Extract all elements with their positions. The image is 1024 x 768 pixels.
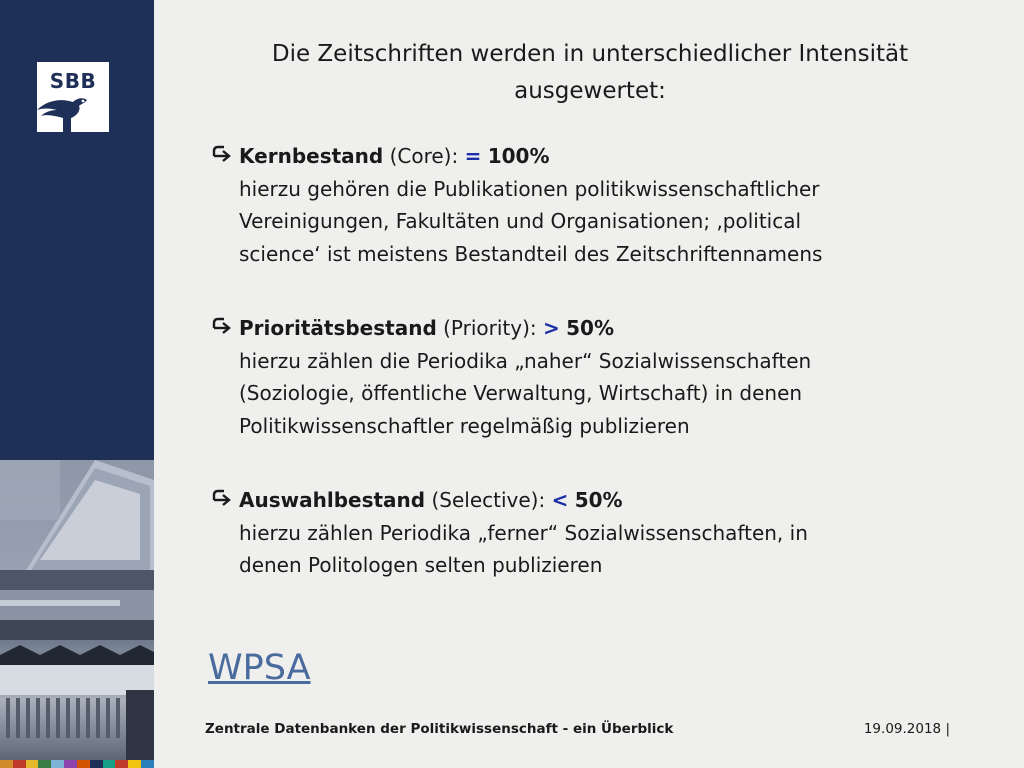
sidebar [0,0,154,768]
bullet-value: 100% [487,144,550,168]
bullet-desc-line: (Soziologie, öffentliche Verwaltung, Wirtschaft) in denen [239,381,803,405]
bullet-priority [210,312,970,442]
bullet-term: Auswahlbestand [239,488,426,512]
bullet-term: Prioritätsbestand [239,316,437,340]
color-strip-segment [77,760,90,768]
bullet-desc-line: denen Politologen selten publizieren [239,553,603,577]
bullet-desc-line: Vereinigungen, Fakultäten und Organisationen; ‚political [239,209,802,233]
color-strip-segment [51,760,64,768]
bullet-desc-line: hierzu zählen die Periodika „naher“ Sozialwissenschaften [239,348,812,373]
bullet-operator: < [551,488,569,512]
bullet-heading [239,484,970,517]
color-strip-segment [128,760,141,768]
bullet-core [210,140,970,270]
arrow-bullet-icon [210,140,232,172]
bullet-label: (Core): [389,144,465,168]
bullet-term: Kernbestand [239,144,384,168]
slide-title-line-1: Die Zeitschriften werden in unterschiedlicher Intensität [271,41,909,67]
logo-text: SBB [49,69,97,93]
building-photo [0,460,154,760]
bullet-desc-line: science‘ ist meistens Bestandteil des Zeitschriftennamens [239,241,823,266]
color-strip-segment [26,760,39,768]
color-strip-segment [90,760,103,768]
footer-separator: | [945,721,950,737]
bullet-value: 50% [574,488,623,512]
bullet-heading [239,140,970,173]
bullet-label: (Selective): [431,488,552,512]
color-strip-segment [115,760,128,768]
sbb-logo [37,62,109,132]
bullet-value: 50% [566,316,615,340]
color-strip-segment [64,760,77,768]
eagle-icon [37,94,109,132]
bullet-heading [239,312,970,345]
bullet-operator: = [464,144,482,168]
color-strip-segment [38,760,51,768]
arrow-bullet-icon [210,312,232,344]
color-strip-segment [141,760,154,768]
color-strip-segment [13,760,26,768]
bullet-desc-line: Politikwissenschaftler regelmäßig publizieren [239,413,690,438]
bullet-operator: > [543,316,560,340]
color-strip-segment [0,760,13,768]
bullet-desc-line: hierzu gehören die Publikationen politikwissenschaftlicher [239,176,820,201]
wpsa-link[interactable]: WPSA [208,648,311,688]
footer-date-area [864,721,950,737]
slide-title [190,36,990,110]
bullet-desc-line: hierzu zählen Periodika „ferner“ Sozialwissenschaften, in [239,520,808,545]
color-strip-segment [103,760,116,768]
bullet-label: (Priority): [443,316,544,340]
footer-date: 19.09.2018 [863,721,942,737]
color-strip [0,760,154,768]
arrow-bullet-icon [210,484,232,516]
bullet-selective [210,484,970,582]
footer-title: Zentrale Datenbanken der Politikwissenschaft - ein Überblick [205,721,674,737]
slide-title-line-2: ausgewertet: [514,78,666,104]
